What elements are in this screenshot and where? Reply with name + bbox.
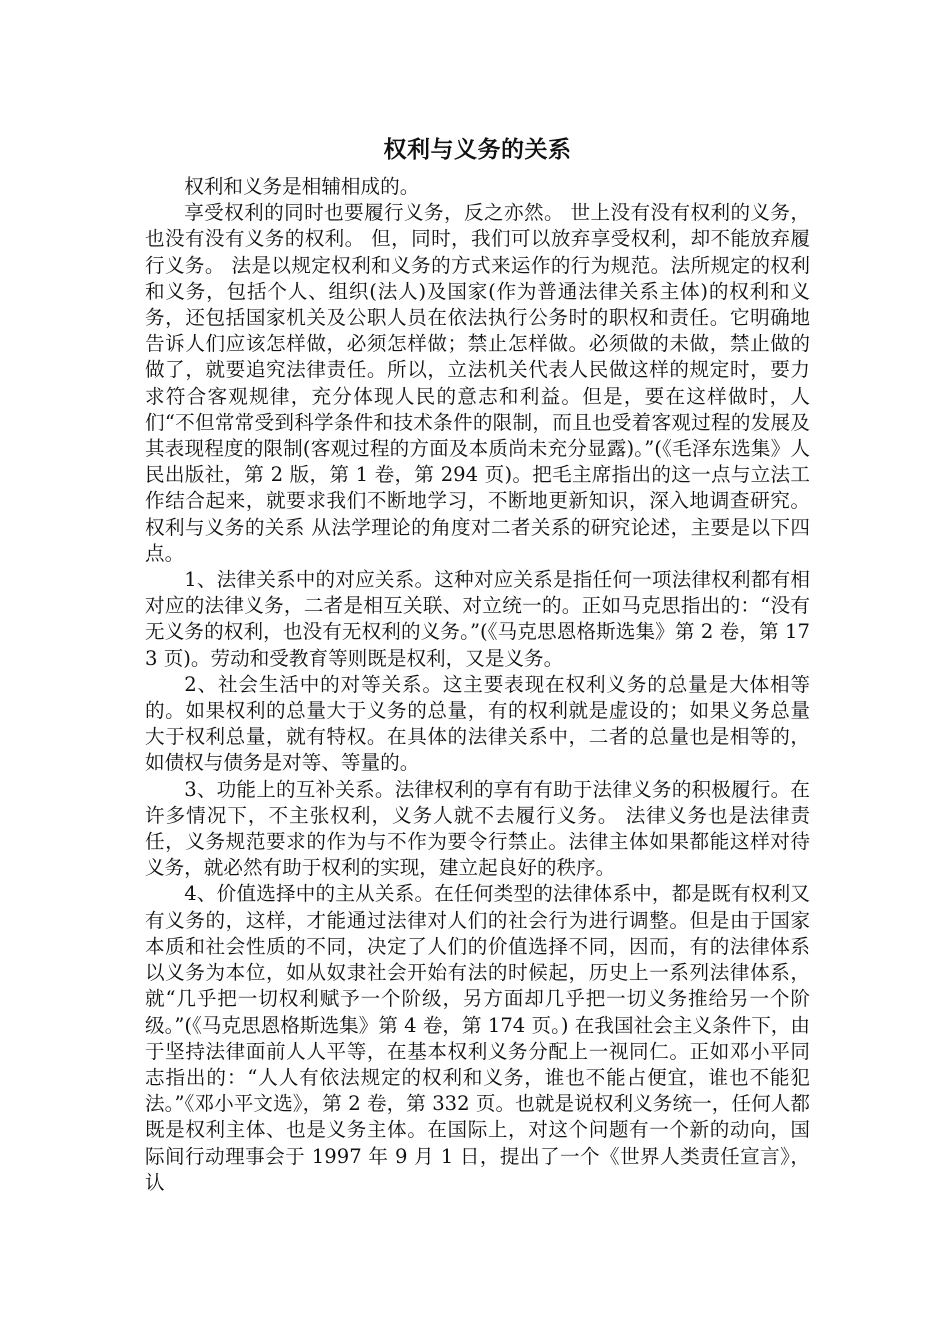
paragraph-point-2: 2、社会生活中的对等关系。这主要表现在权利义务的总量是大体相等的。如果权利的总量大于义务的总量，有的权利就是虚设的；如果义务总量大于权利总量，就有特权。在具体的法律关系中，二者的总量也是相等的，如债权与债务是对等、等量的。	[145, 672, 810, 775]
paragraph-point-4: 4、价值选择中的主从关系。在任何类型的法律体系中，都是既有权利又有义务的，这样，才能通过法律对人们的社会行为进行调整。但是由于国家本质和社会性质的不同，决定了人们的价值选择不同，因而，有的法律体系以义务为本位，如从奴隶社会开始有法的时候起，历史上一系列法律体系，就“几乎把一切权利赋予一个阶级，另方面却几乎把一切义务推给另一个阶级。”(《马克思恩格斯选集》第 4 卷，第 174 页。) 在我国社会主义条件下，由于坚持法律面前人人平等，在基本权利义务分配上一视同仁。正如邓小平同志指出的：“人人有依法规定的权利和义务，谁也不能占便宜，谁也不能犯法。”《邓小平文选》，第 2 卷，第 332 页。也就是说权利义务统一，任何人都既是权利主体、也是义务主体。在国际上，对这个问题有一个新的动向，国际间行动理事会于 1997 年 9 月 1 日，提出了一个《世界人类责任宣言》，认	[145, 882, 810, 1194]
document-title: 权利与义务的关系	[383, 137, 572, 163]
paragraph-intro: 权利和义务是相辅相成的。	[184, 175, 420, 198]
paragraph-rights-duties: 享受权利的同时也要履行义务，反之亦然。 世上没有没有权利的义务，也没有没有义务的权利。 但，同时，我们可以放弃享受权利，却不能放弃履行义务。 法是以规定权利和义务的方式来运作的行为规范。法所规定的权利和义务，包括个人、组织(法人)及国家(作为普通法律关系主体)的权利和义务，还包括国家机关及公职人员在依法执行公务时的职权和责任。它明确地告诉人们应该怎样做，必须怎样做；禁止怎样做。必须做的未做，禁止做的做了，就要追究法律责任。所以，立法机关代表人民做这样的规定时，要力求符合客观规律，充分体现人民的意志和利益。但是，要在这样做时，人们“不但常常受到科学条件和技术条件的限制，而且也受着客观过程的发展及其表现程度的限制(客观过程的方面及本质尚未充分显露)。”(《毛泽东选集》人民出版社，第 2 版，第 1 卷，第 294 页)。把毛主席指出的这一点与立法工作结合起来，就要求我们不断地学习，不断地更新知识，深入地调查研究。 权利与义务的关系 从法学理论的角度对二者关系的研究论述，主要是以下四点。	[145, 201, 810, 565]
paragraph-point-1: 1、法律关系中的对应关系。这种对应关系是指任何一项法律权利都有相对应的法律义务，二者是相互关联、对立统一的。正如马克思指出的：“没有无义务的权利，也没有无权利的义务。”(《马克思恩格斯选集》第 2 卷，第 173 页)。劳动和受教育等则既是权利，又是义务。	[145, 568, 810, 670]
paragraph-point-3: 3、功能上的互补关系。法律权利的享有有助于法律义务的积极履行。在许多情况下，不主张权利，义务人就不去履行义务。 法律义务也是法律责任，义务规范要求的作为与不作为要令行禁止。法律主体如果都能这样对待义务，就必然有助于权利的实现，建立起良好的秩序。	[145, 777, 810, 880]
document-page	[145, 130, 810, 1196]
